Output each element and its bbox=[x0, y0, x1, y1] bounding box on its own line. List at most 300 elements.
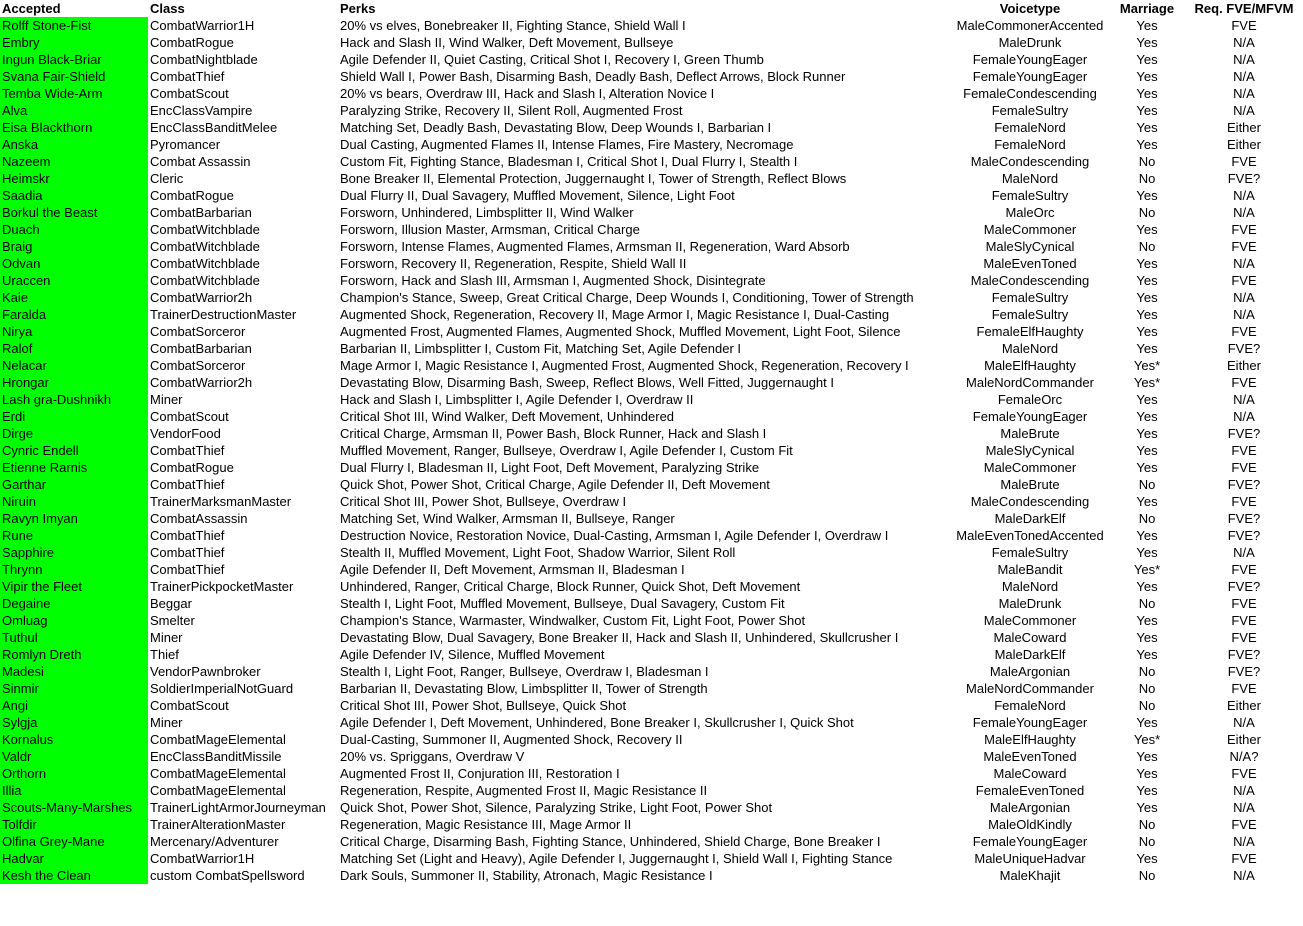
cell-accepted-name[interactable]: Anska bbox=[0, 136, 148, 153]
cell-voicetype[interactable]: MaleSlyCynical bbox=[985, 443, 1075, 458]
cell-accepted-name[interactable]: Rolff Stone-Fist bbox=[0, 17, 148, 34]
cell-accepted-name[interactable]: Orthorn bbox=[0, 765, 148, 782]
cell-perks[interactable]: Dual Flurry II, Dual Savagery, Muffled Movement, Silence, Light Foot bbox=[340, 188, 735, 203]
cell-class[interactable]: EncClassBanditMissile bbox=[150, 749, 282, 764]
cell-req[interactable]: FVE bbox=[1231, 766, 1257, 781]
cell-voicetype[interactable]: FemaleYoungEager bbox=[972, 834, 1088, 849]
cell-marriage[interactable]: Yes bbox=[1136, 392, 1158, 407]
cell-perks[interactable]: Agile Defender IV, Silence, Muffled Movement bbox=[340, 647, 605, 662]
cell-marriage[interactable]: Yes* bbox=[1133, 732, 1161, 747]
cell-accepted-name[interactable]: Kaie bbox=[0, 289, 148, 306]
cell-voicetype[interactable]: MaleOldKindly bbox=[988, 817, 1072, 832]
cell-marriage[interactable]: Yes bbox=[1136, 630, 1158, 645]
cell-class[interactable]: Miner bbox=[150, 392, 183, 407]
cell-accepted-name[interactable]: Nirya bbox=[0, 323, 148, 340]
cell-marriage[interactable]: Yes bbox=[1136, 579, 1158, 594]
cell-perks[interactable]: Augmented Frost II, Conjuration III, Restoration I bbox=[340, 766, 620, 781]
cell-perks[interactable]: Regeneration, Magic Resistance III, Mage Armor II bbox=[340, 817, 632, 832]
header-req[interactable]: Req. FVE/MFVM bbox=[1194, 1, 1294, 16]
cell-voicetype[interactable]: FemaleNord bbox=[994, 137, 1066, 152]
cell-perks[interactable]: Regeneration, Respite, Augmented Frost II, Magic Resistance II bbox=[340, 783, 708, 798]
cell-voicetype[interactable]: MaleArgonian bbox=[989, 664, 1071, 679]
cell-marriage[interactable]: No bbox=[1138, 817, 1156, 832]
cell-class[interactable]: Pyromancer bbox=[150, 137, 221, 152]
cell-marriage[interactable]: Yes bbox=[1136, 426, 1158, 441]
cell-marriage[interactable]: Yes bbox=[1136, 647, 1158, 662]
cell-voicetype[interactable]: MaleCondescending bbox=[970, 273, 1090, 288]
cell-perks[interactable]: Stealth I, Light Foot, Ranger, Bullseye, Overdraw I, Bladesman I bbox=[340, 664, 709, 679]
cell-accepted-name[interactable]: Uraccen bbox=[0, 272, 148, 289]
cell-class[interactable]: CombatWitchblade bbox=[150, 273, 260, 288]
cell-class[interactable]: CombatRogue bbox=[150, 35, 234, 50]
cell-req[interactable]: N/A bbox=[1233, 103, 1255, 118]
cell-voicetype[interactable]: MaleEvenToned bbox=[983, 749, 1077, 764]
cell-accepted-name[interactable]: Valdr bbox=[0, 748, 148, 765]
cell-voicetype[interactable]: MaleCommoner bbox=[983, 222, 1077, 237]
cell-voicetype[interactable]: FemaleOrc bbox=[997, 392, 1063, 407]
cell-accepted-name[interactable]: Hrongar bbox=[0, 374, 148, 391]
cell-marriage[interactable]: No bbox=[1138, 681, 1156, 696]
cell-perks[interactable]: Shield Wall I, Power Bash, Disarming Bash, Deadly Bash, Deflect Arrows, Block Runner bbox=[340, 69, 846, 84]
cell-perks[interactable]: 20% vs elves, Bonebreaker II, Fighting Stance, Shield Wall I bbox=[340, 18, 686, 33]
cell-accepted-name[interactable]: Kesh the Clean bbox=[0, 867, 148, 884]
cell-class[interactable]: CombatThief bbox=[150, 69, 225, 84]
cell-accepted-name[interactable]: Duach bbox=[0, 221, 148, 238]
cell-accepted-name[interactable]: Ralof bbox=[0, 340, 148, 357]
cell-req[interactable]: FVE bbox=[1231, 681, 1257, 696]
cell-req[interactable]: Either bbox=[1227, 137, 1261, 152]
cell-perks[interactable]: Forsworn, Hack and Slash III, Armsman I, Augmented Shock, Disintegrate bbox=[340, 273, 766, 288]
cell-perks[interactable]: Critical Charge, Disarming Bash, Fighting Stance, Unhindered, Shield Charge, Bone Breaker I bbox=[340, 834, 881, 849]
cell-perks[interactable]: Agile Defender II, Quiet Casting, Critical Shot I, Recovery I, Green Thumb bbox=[340, 52, 764, 67]
cell-class[interactable]: Miner bbox=[150, 630, 183, 645]
cell-req[interactable]: N/A bbox=[1233, 188, 1255, 203]
cell-class[interactable]: CombatWitchblade bbox=[150, 222, 260, 237]
cell-class[interactable]: CombatWitchblade bbox=[150, 256, 260, 271]
cell-voicetype[interactable]: MaleCoward bbox=[993, 630, 1067, 645]
cell-marriage[interactable]: No bbox=[1138, 205, 1156, 220]
cell-voicetype[interactable]: MaleBandit bbox=[997, 562, 1063, 577]
cell-class[interactable]: CombatThief bbox=[150, 528, 225, 543]
cell-class[interactable]: TrainerDestructionMaster bbox=[150, 307, 297, 322]
header-voicetype[interactable]: Voicetype bbox=[999, 1, 1061, 16]
cell-accepted-name[interactable]: Lash gra-Dushnikh bbox=[0, 391, 148, 408]
cell-class[interactable]: CombatRogue bbox=[150, 188, 234, 203]
cell-marriage[interactable]: Yes bbox=[1136, 443, 1158, 458]
cell-class[interactable]: CombatWarrior2h bbox=[150, 290, 253, 305]
cell-req[interactable]: FVE? bbox=[1227, 647, 1261, 662]
cell-class[interactable]: Mercenary/Adventurer bbox=[150, 834, 279, 849]
cell-req[interactable]: N/A bbox=[1233, 35, 1255, 50]
cell-req[interactable]: N/A bbox=[1233, 290, 1255, 305]
cell-accepted-name[interactable]: Faralda bbox=[0, 306, 148, 323]
cell-class[interactable]: CombatThief bbox=[150, 545, 225, 560]
cell-req[interactable]: N/A bbox=[1233, 52, 1255, 67]
cell-voicetype[interactable]: MaleNord bbox=[1001, 341, 1059, 356]
cell-perks[interactable]: Quick Shot, Power Shot, Critical Charge, Agile Defender II, Deft Movement bbox=[340, 477, 770, 492]
cell-class[interactable]: CombatMageElemental bbox=[150, 783, 286, 798]
cell-voicetype[interactable]: MaleDarkElf bbox=[994, 511, 1066, 526]
cell-marriage[interactable]: No bbox=[1138, 868, 1156, 883]
cell-class[interactable]: CombatAssassin bbox=[150, 511, 248, 526]
cell-accepted-name[interactable]: Rune bbox=[0, 527, 148, 544]
cell-req[interactable]: N/A bbox=[1233, 715, 1255, 730]
cell-perks[interactable]: Matching Set, Wind Walker, Armsman II, Bullseye, Ranger bbox=[340, 511, 675, 526]
cell-perks[interactable]: 20% vs. Spriggans, Overdraw V bbox=[340, 749, 525, 764]
cell-req[interactable]: FVE? bbox=[1227, 341, 1261, 356]
cell-marriage[interactable]: Yes bbox=[1136, 545, 1158, 560]
cell-req[interactable]: FVE bbox=[1231, 851, 1257, 866]
cell-perks[interactable]: Bone Breaker II, Elemental Protection, Juggernaught I, Tower of Strength, Reflect Blows bbox=[340, 171, 847, 186]
cell-req[interactable]: FVE? bbox=[1227, 579, 1261, 594]
cell-marriage[interactable]: Yes bbox=[1136, 800, 1158, 815]
cell-accepted-name[interactable]: Angi bbox=[0, 697, 148, 714]
cell-perks[interactable]: Augmented Frost, Augmented Flames, Augmented Shock, Muffled Movement, Light Foot, Silence bbox=[340, 324, 901, 339]
cell-marriage[interactable]: Yes bbox=[1136, 341, 1158, 356]
cell-perks[interactable]: Agile Defender I, Deft Movement, Unhindered, Bone Breaker I, Skullcrusher I, Quick Shot bbox=[340, 715, 854, 730]
cell-perks[interactable]: Barbarian II, Devastating Blow, Limbsplitter II, Tower of Strength bbox=[340, 681, 708, 696]
cell-accepted-name[interactable]: Sapphire bbox=[0, 544, 148, 561]
cell-voicetype[interactable]: MaleDarkElf bbox=[994, 647, 1066, 662]
cell-voicetype[interactable]: FemaleSultry bbox=[991, 545, 1069, 560]
cell-perks[interactable]: Forsworn, Recovery II, Regeneration, Respite, Shield Wall II bbox=[340, 256, 687, 271]
cell-class[interactable]: Miner bbox=[150, 715, 183, 730]
cell-req[interactable]: N/A bbox=[1233, 392, 1255, 407]
cell-accepted-name[interactable]: Dirge bbox=[0, 425, 148, 442]
cell-perks[interactable]: Mage Armor I, Magic Resistance I, Augmented Frost, Augmented Shock, Regeneration, Recovery I bbox=[340, 358, 909, 373]
cell-accepted-name[interactable]: Braig bbox=[0, 238, 148, 255]
cell-voicetype[interactable]: MaleCondescending bbox=[970, 494, 1090, 509]
header-perks[interactable]: Perks bbox=[340, 1, 376, 16]
cell-accepted-name[interactable]: Niruin bbox=[0, 493, 148, 510]
cell-voicetype[interactable]: MaleCommoner bbox=[983, 613, 1077, 628]
cell-perks[interactable]: Augmented Shock, Regeneration, Recovery II, Mage Armor I, Magic Resistance I, Dual-Casting bbox=[340, 307, 890, 322]
cell-req[interactable]: N/A bbox=[1233, 205, 1255, 220]
cell-perks[interactable]: Hack and Slash II, Wind Walker, Deft Movement, Bullseye bbox=[340, 35, 674, 50]
cell-voicetype[interactable]: FemaleYoungEager bbox=[972, 409, 1088, 424]
cell-perks[interactable]: Destruction Novice, Restoration Novice, Dual-Casting, Armsman I, Agile Defender I, Overdraw I bbox=[340, 528, 889, 543]
cell-accepted-name[interactable]: Borkul the Beast bbox=[0, 204, 148, 221]
cell-marriage[interactable]: Yes bbox=[1136, 273, 1158, 288]
cell-marriage[interactable]: Yes bbox=[1136, 69, 1158, 84]
cell-accepted-name[interactable]: Alva bbox=[0, 102, 148, 119]
cell-accepted-name[interactable]: Nazeem bbox=[0, 153, 148, 170]
cell-voicetype[interactable]: FemaleYoungEager bbox=[972, 715, 1088, 730]
cell-class[interactable]: CombatWarrior2h bbox=[150, 375, 253, 390]
cell-voicetype[interactable]: MaleCoward bbox=[993, 766, 1067, 781]
cell-voicetype[interactable]: MaleNord bbox=[1001, 171, 1059, 186]
cell-voicetype[interactable]: FemaleSultry bbox=[991, 103, 1069, 118]
cell-req[interactable]: FVE? bbox=[1227, 426, 1261, 441]
cell-req[interactable]: FVE bbox=[1231, 596, 1257, 611]
cell-perks[interactable]: Dark Souls, Summoner II, Stability, Atronach, Magic Resistance I bbox=[340, 868, 713, 883]
cell-class[interactable]: CombatScout bbox=[150, 86, 229, 101]
cell-class[interactable]: custom CombatSpellsword bbox=[150, 868, 305, 883]
cell-accepted-name[interactable]: Tolfdir bbox=[0, 816, 148, 833]
cell-req[interactable]: FVE bbox=[1231, 817, 1257, 832]
cell-req[interactable]: FVE bbox=[1231, 324, 1257, 339]
cell-voicetype[interactable]: FemaleCondescending bbox=[963, 86, 1097, 101]
cell-perks[interactable]: Stealth I, Light Foot, Muffled Movement, Bullseye, Dual Savagery, Custom Fit bbox=[340, 596, 785, 611]
cell-class[interactable]: TrainerAlterationMaster bbox=[150, 817, 286, 832]
cell-marriage[interactable]: Yes bbox=[1136, 222, 1158, 237]
cell-voicetype[interactable]: FemaleSultry bbox=[991, 188, 1069, 203]
cell-accepted-name[interactable]: Svana Fair-Shield bbox=[0, 68, 148, 85]
cell-accepted-name[interactable]: Etienne Rarnis bbox=[0, 459, 148, 476]
cell-class[interactable]: TrainerPickpocketMaster bbox=[150, 579, 294, 594]
cell-req[interactable]: N/A bbox=[1233, 545, 1255, 560]
cell-class[interactable]: EncClassBanditMelee bbox=[150, 120, 278, 135]
cell-marriage[interactable]: Yes bbox=[1136, 18, 1158, 33]
cell-voicetype[interactable]: MaleBrute bbox=[1000, 477, 1060, 492]
header-class[interactable]: Class bbox=[150, 1, 185, 16]
cell-marriage[interactable]: Yes bbox=[1136, 290, 1158, 305]
cell-voicetype[interactable]: MaleNordCommander bbox=[966, 681, 1094, 696]
cell-class[interactable]: CombatBarbarian bbox=[150, 205, 252, 220]
cell-voicetype[interactable]: MaleElfHaughty bbox=[984, 358, 1076, 373]
cell-class[interactable]: CombatThief bbox=[150, 477, 225, 492]
cell-marriage[interactable]: Yes bbox=[1136, 613, 1158, 628]
cell-voicetype[interactable]: FemaleYoungEager bbox=[972, 52, 1088, 67]
cell-marriage[interactable]: No bbox=[1138, 154, 1156, 169]
cell-perks[interactable]: Dual-Casting, Summoner II, Augmented Shock, Recovery II bbox=[340, 732, 683, 747]
cell-marriage[interactable]: Yes bbox=[1136, 120, 1158, 135]
cell-req[interactable]: N/A bbox=[1233, 834, 1255, 849]
cell-voicetype[interactable]: MaleDrunk bbox=[998, 35, 1062, 50]
cell-marriage[interactable]: Yes bbox=[1136, 851, 1158, 866]
cell-perks[interactable]: Critical Shot III, Power Shot, Bullseye, Quick Shot bbox=[340, 698, 627, 713]
cell-accepted-name[interactable]: Embry bbox=[0, 34, 148, 51]
cell-accepted-name[interactable]: Ravyn Imyan bbox=[0, 510, 148, 527]
cell-perks[interactable]: Matching Set, Deadly Bash, Devastating Blow, Deep Wounds I, Barbarian I bbox=[340, 120, 772, 135]
cell-perks[interactable]: Custom Fit, Fighting Stance, Bladesman I, Critical Shot I, Dual Flurry I, Stealth I bbox=[340, 154, 798, 169]
cell-class[interactable]: CombatSorceror bbox=[150, 358, 246, 373]
cell-perks[interactable]: Critical Shot III, Power Shot, Bullseye, Overdraw I bbox=[340, 494, 627, 509]
cell-accepted-name[interactable]: Temba Wide-Arm bbox=[0, 85, 148, 102]
cell-class[interactable]: Combat Assassin bbox=[150, 154, 251, 169]
cell-req[interactable]: N/A bbox=[1233, 409, 1255, 424]
cell-req[interactable]: Either bbox=[1227, 732, 1261, 747]
cell-marriage[interactable]: Yes bbox=[1136, 35, 1158, 50]
cell-marriage[interactable]: Yes bbox=[1136, 137, 1158, 152]
cell-perks[interactable]: Forsworn, Intense Flames, Augmented Flames, Armsman II, Regeneration, Ward Absorb bbox=[340, 239, 850, 254]
cell-perks[interactable]: Forsworn, Unhindered, Limbsplitter II, Wind Walker bbox=[340, 205, 634, 220]
cell-class[interactable]: CombatThief bbox=[150, 562, 225, 577]
cell-accepted-name[interactable]: Degaine bbox=[0, 595, 148, 612]
cell-voicetype[interactable]: MaleNord bbox=[1001, 579, 1059, 594]
cell-marriage[interactable]: No bbox=[1138, 511, 1156, 526]
cell-class[interactable]: Thief bbox=[150, 647, 179, 662]
cell-marriage[interactable]: Yes bbox=[1136, 749, 1158, 764]
cell-req[interactable]: FVE? bbox=[1227, 528, 1261, 543]
cell-class[interactable]: CombatWarrior1H bbox=[150, 18, 255, 33]
cell-accepted-name[interactable]: Olfina Grey-Mane bbox=[0, 833, 148, 850]
cell-req[interactable]: N/A bbox=[1233, 256, 1255, 271]
cell-class[interactable]: CombatWitchblade bbox=[150, 239, 260, 254]
cell-class[interactable]: TrainerLightArmorJourneyman bbox=[150, 800, 326, 815]
cell-class[interactable]: CombatMageElemental bbox=[150, 732, 286, 747]
cell-req[interactable]: N/A bbox=[1233, 307, 1255, 322]
cell-req[interactable]: FVE bbox=[1231, 562, 1257, 577]
cell-marriage[interactable]: Yes bbox=[1136, 188, 1158, 203]
cell-accepted-name[interactable]: Erdi bbox=[0, 408, 148, 425]
cell-voicetype[interactable]: FemaleYoungEager bbox=[972, 69, 1088, 84]
cell-class[interactable]: TrainerMarksmanMaster bbox=[150, 494, 292, 509]
cell-marriage[interactable]: Yes bbox=[1136, 528, 1158, 543]
cell-accepted-name[interactable]: Kornalus bbox=[0, 731, 148, 748]
cell-class[interactable]: CombatRogue bbox=[150, 460, 234, 475]
cell-req[interactable]: FVE bbox=[1231, 222, 1257, 237]
cell-accepted-name[interactable]: Saadia bbox=[0, 187, 148, 204]
cell-voicetype[interactable]: MaleCondescending bbox=[970, 154, 1090, 169]
cell-marriage[interactable]: Yes bbox=[1136, 766, 1158, 781]
cell-req[interactable]: FVE? bbox=[1227, 511, 1261, 526]
cell-req[interactable]: N/A? bbox=[1229, 749, 1259, 764]
cell-req[interactable]: FVE? bbox=[1227, 171, 1261, 186]
cell-class[interactable]: CombatThief bbox=[150, 443, 225, 458]
cell-accepted-name[interactable]: Romlyn Dreth bbox=[0, 646, 148, 663]
cell-voicetype[interactable]: MaleEvenToned bbox=[983, 256, 1077, 271]
cell-req[interactable]: FVE bbox=[1231, 613, 1257, 628]
cell-marriage[interactable]: No bbox=[1138, 664, 1156, 679]
cell-accepted-name[interactable]: Cynric Endell bbox=[0, 442, 148, 459]
cell-req[interactable]: FVE bbox=[1231, 460, 1257, 475]
cell-req[interactable]: FVE bbox=[1231, 18, 1257, 33]
cell-voicetype[interactable]: FemaleEvenToned bbox=[975, 783, 1085, 798]
cell-accepted-name[interactable]: Vipir the Fleet bbox=[0, 578, 148, 595]
cell-req[interactable]: N/A bbox=[1233, 69, 1255, 84]
cell-perks[interactable]: Critical Shot III, Wind Walker, Deft Movement, Unhindered bbox=[340, 409, 675, 424]
cell-marriage[interactable]: Yes bbox=[1136, 783, 1158, 798]
header-marriage[interactable]: Marriage bbox=[1119, 1, 1175, 16]
cell-class[interactable]: Beggar bbox=[150, 596, 192, 611]
cell-voicetype[interactable]: MaleElfHaughty bbox=[984, 732, 1076, 747]
cell-perks[interactable]: Devastating Blow, Dual Savagery, Bone Breaker II, Hack and Slash II, Unhindered, Skullcrusher I bbox=[340, 630, 899, 645]
cell-voicetype[interactable]: FemaleElfHaughty bbox=[976, 324, 1084, 339]
cell-marriage[interactable]: Yes bbox=[1136, 409, 1158, 424]
cell-marriage[interactable]: Yes bbox=[1136, 715, 1158, 730]
cell-class[interactable]: CombatSorceror bbox=[150, 324, 246, 339]
cell-marriage[interactable]: No bbox=[1138, 171, 1156, 186]
cell-voicetype[interactable]: MaleNordCommander bbox=[966, 375, 1094, 390]
cell-marriage[interactable]: Yes* bbox=[1133, 375, 1161, 390]
cell-req[interactable]: Either bbox=[1227, 358, 1261, 373]
cell-marriage[interactable]: Yes bbox=[1136, 307, 1158, 322]
cell-req[interactable]: FVE bbox=[1231, 154, 1257, 169]
cell-accepted-name[interactable]: Madesi bbox=[0, 663, 148, 680]
cell-voicetype[interactable]: FemaleNord bbox=[994, 698, 1066, 713]
cell-accepted-name[interactable]: Sylgja bbox=[0, 714, 148, 731]
cell-marriage[interactable]: Yes bbox=[1136, 494, 1158, 509]
cell-voicetype[interactable]: MaleEvenTonedAccented bbox=[956, 528, 1104, 543]
cell-req[interactable]: FVE? bbox=[1227, 477, 1261, 492]
cell-perks[interactable]: Quick Shot, Power Shot, Silence, Paralyzing Strike, Light Foot, Power Shot bbox=[340, 800, 773, 815]
cell-req[interactable]: FVE bbox=[1231, 630, 1257, 645]
cell-perks[interactable]: Hack and Slash I, Limbsplitter I, Agile Defender I, Overdraw II bbox=[340, 392, 694, 407]
cell-perks[interactable]: Agile Defender II, Deft Movement, Armsman II, Bladesman I bbox=[340, 562, 685, 577]
cell-class[interactable]: VendorFood bbox=[150, 426, 221, 441]
cell-req[interactable]: FVE bbox=[1231, 443, 1257, 458]
cell-accepted-name[interactable]: Odvan bbox=[0, 255, 148, 272]
cell-accepted-name[interactable]: Scouts-Many-Marshes bbox=[0, 799, 148, 816]
cell-voicetype[interactable]: MaleCommonerAccented bbox=[956, 18, 1104, 33]
cell-marriage[interactable]: Yes bbox=[1136, 324, 1158, 339]
cell-marriage[interactable]: Yes bbox=[1136, 103, 1158, 118]
cell-marriage[interactable]: Yes bbox=[1136, 256, 1158, 271]
cell-voicetype[interactable]: MaleOrc bbox=[1005, 205, 1055, 220]
cell-marriage[interactable]: Yes bbox=[1136, 460, 1158, 475]
header-accepted[interactable]: Accepted bbox=[0, 0, 148, 17]
cell-accepted-name[interactable]: Sinmir bbox=[0, 680, 148, 697]
cell-voicetype[interactable]: FemaleSultry bbox=[991, 290, 1069, 305]
cell-req[interactable]: FVE? bbox=[1227, 664, 1261, 679]
cell-marriage[interactable]: No bbox=[1138, 834, 1156, 849]
cell-perks[interactable]: 20% vs bears, Overdraw III, Hack and Slash I, Alteration Novice I bbox=[340, 86, 715, 101]
cell-req[interactable]: Either bbox=[1227, 698, 1261, 713]
cell-req[interactable]: N/A bbox=[1233, 868, 1255, 883]
cell-class[interactable]: CombatScout bbox=[150, 698, 229, 713]
cell-voicetype[interactable]: MaleDrunk bbox=[998, 596, 1062, 611]
cell-voicetype[interactable]: MaleCommoner bbox=[983, 460, 1077, 475]
cell-perks[interactable]: Muffled Movement, Ranger, Bullseye, Overdraw I, Agile Defender I, Custom Fit bbox=[340, 443, 793, 458]
cell-voicetype[interactable]: MaleBrute bbox=[1000, 426, 1060, 441]
cell-perks[interactable]: Matching Set (Light and Heavy), Agile Defender I, Juggernaught I, Shield Wall I, Fighting Stance bbox=[340, 851, 893, 866]
cell-voicetype[interactable]: MaleKhajit bbox=[999, 868, 1061, 883]
cell-class[interactable]: CombatMageElemental bbox=[150, 766, 286, 781]
cell-marriage[interactable]: Yes* bbox=[1133, 562, 1161, 577]
cell-marriage[interactable]: No bbox=[1138, 239, 1156, 254]
cell-perks[interactable]: Dual Flurry I, Bladesman II, Light Foot, Deft Movement, Paralyzing Strike bbox=[340, 460, 760, 475]
cell-marriage[interactable]: Yes* bbox=[1133, 358, 1161, 373]
cell-accepted-name[interactable]: Heimskr bbox=[0, 170, 148, 187]
cell-class[interactable]: VendorPawnbroker bbox=[150, 664, 261, 679]
cell-class[interactable]: Smelter bbox=[150, 613, 195, 628]
cell-accepted-name[interactable]: Omluag bbox=[0, 612, 148, 629]
cell-voicetype[interactable]: MaleArgonian bbox=[989, 800, 1071, 815]
cell-req[interactable]: Either bbox=[1227, 120, 1261, 135]
cell-accepted-name[interactable]: Garthar bbox=[0, 476, 148, 493]
cell-req[interactable]: N/A bbox=[1233, 800, 1255, 815]
cell-voicetype[interactable]: FemaleNord bbox=[994, 120, 1066, 135]
cell-accepted-name[interactable]: Hadvar bbox=[0, 850, 148, 867]
cell-perks[interactable]: Unhindered, Ranger, Critical Charge, Block Runner, Quick Shot, Deft Movement bbox=[340, 579, 801, 594]
cell-req[interactable]: FVE bbox=[1231, 494, 1257, 509]
cell-req[interactable]: FVE bbox=[1231, 239, 1257, 254]
cell-marriage[interactable]: Yes bbox=[1136, 52, 1158, 67]
cell-perks[interactable]: Dual Casting, Augmented Flames II, Intense Flames, Fire Mastery, Necromage bbox=[340, 137, 794, 152]
cell-marriage[interactable]: No bbox=[1138, 477, 1156, 492]
cell-accepted-name[interactable]: Illia bbox=[0, 782, 148, 799]
cell-accepted-name[interactable]: Eisa Blackthorn bbox=[0, 119, 148, 136]
cell-class[interactable]: CombatNightblade bbox=[150, 52, 258, 67]
cell-perks[interactable]: Critical Charge, Armsman II, Power Bash, Block Runner, Hack and Slash I bbox=[340, 426, 767, 441]
cell-class[interactable]: Cleric bbox=[150, 171, 184, 186]
cell-class[interactable]: CombatWarrior1H bbox=[150, 851, 255, 866]
cell-perks[interactable]: Stealth II, Muffled Movement, Light Foot, Shadow Warrior, Silent Roll bbox=[340, 545, 736, 560]
cell-accepted-name[interactable]: Tuthul bbox=[0, 629, 148, 646]
cell-perks[interactable]: Barbarian II, Limbsplitter I, Custom Fit, Matching Set, Agile Defender I bbox=[340, 341, 742, 356]
cell-req[interactable]: FVE bbox=[1231, 375, 1257, 390]
cell-voicetype[interactable]: FemaleSultry bbox=[991, 307, 1069, 322]
cell-perks[interactable]: Devastating Blow, Disarming Bash, Sweep, Reflect Blows, Well Fitted, Juggernaught I bbox=[340, 375, 834, 390]
cell-accepted-name[interactable]: Ingun Black-Briar bbox=[0, 51, 148, 68]
cell-perks[interactable]: Champion's Stance, Warmaster, Windwalker, Custom Fit, Light Foot, Power Shot bbox=[340, 613, 806, 628]
cell-req[interactable]: N/A bbox=[1233, 783, 1255, 798]
cell-voicetype[interactable]: MaleUniqueHadvar bbox=[974, 851, 1086, 866]
cell-perks[interactable]: Forsworn, Illusion Master, Armsman, Critical Charge bbox=[340, 222, 640, 237]
cell-req[interactable]: FVE bbox=[1231, 273, 1257, 288]
cell-voicetype[interactable]: MaleSlyCynical bbox=[985, 239, 1075, 254]
